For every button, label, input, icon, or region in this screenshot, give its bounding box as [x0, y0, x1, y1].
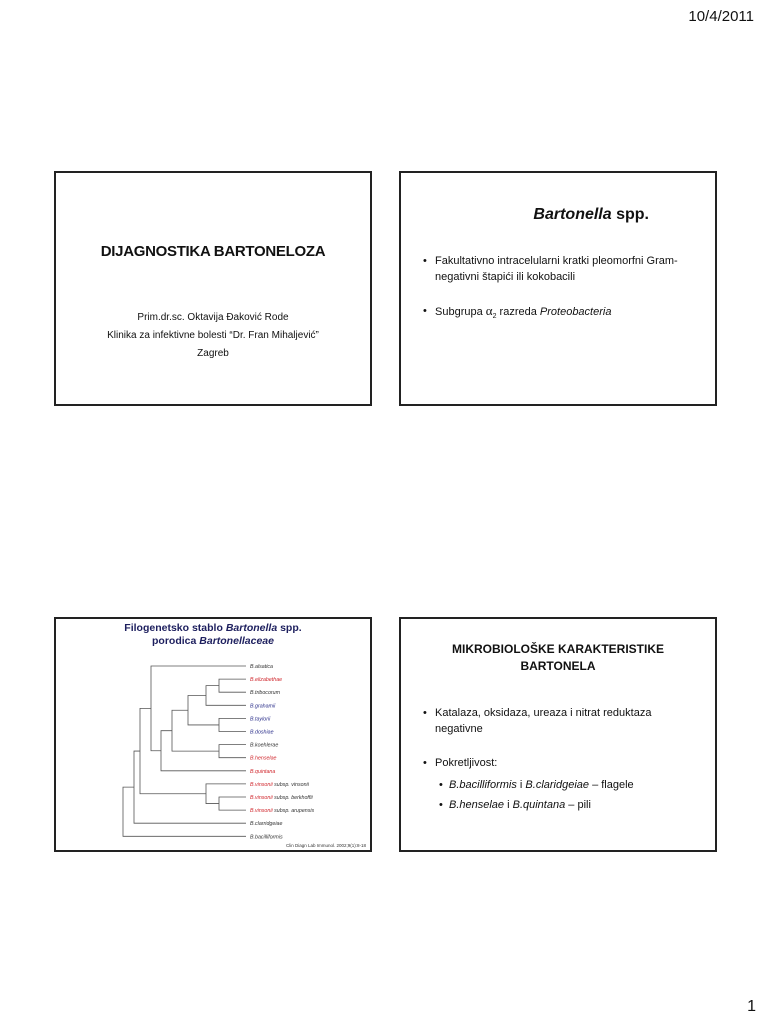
bullet-text: razreda [496, 306, 540, 318]
species-label: B.clarridgeiae [250, 821, 283, 828]
slide-heading [401, 641, 715, 675]
sub-bullet-item [423, 797, 699, 813]
tree-branch [219, 797, 246, 810]
species-label: B.henselae [250, 755, 277, 762]
bullet-text: Subgrupa [435, 306, 486, 318]
tree-branch [219, 745, 246, 758]
species-label: B.vinsonii subsp. berkhoffii [250, 795, 313, 801]
species-label: B.grahamii [250, 703, 276, 710]
slide-phylogenetic-tree [54, 617, 372, 852]
species-name: B.quintana [512, 799, 566, 811]
sub-bullet-item [423, 777, 699, 793]
title-text: Filogenetsko stablo [124, 622, 226, 634]
slide-title [54, 171, 372, 406]
text: i [516, 779, 526, 791]
slide-title-heading: DIJAGNOSTIKA BARTONELOZA [100, 243, 326, 260]
species-label: B.bacilliformis [250, 834, 283, 841]
heading-line: BARTONELA [520, 659, 596, 673]
species-label: B.vinsonii subsp. arupensis [250, 808, 315, 815]
species-name: B.claridgeiae [525, 779, 590, 791]
species-label: B.tribocorum [250, 690, 281, 697]
tree-branch [206, 784, 246, 804]
title-text: spp. [277, 622, 302, 634]
heading-rest: spp. [611, 206, 649, 223]
species-label: B.koehlerae [250, 742, 279, 749]
heading-line: MIKROBIOLOŠKE KARAKTERISTIKE [451, 642, 664, 656]
alpha-subscript: 2 [492, 313, 497, 321]
slide-title-subtitle [56, 309, 370, 363]
text: – flagele [589, 779, 634, 791]
species-label: B.alsatica [250, 664, 273, 670]
slide-bartonella [399, 171, 717, 406]
species-label: B.elizabethae [250, 677, 283, 684]
bullet-item: • Katalaza, oksidaza, ureaza i nitrat reduktaza negativne [423, 705, 699, 737]
species-label: B.doshiae [250, 729, 274, 736]
text: – pili [565, 799, 591, 811]
bullet-item: • Pokretljivost: [423, 755, 699, 771]
citation: Clin Diagn Lab Immunol. 2002;9(1):8-18 [285, 843, 366, 848]
species-label: B.vinsonii subsp. vinsonii [250, 781, 309, 788]
tree-branch [161, 731, 246, 771]
institution: Klinika za infektivne bolesti “Dr. Fran Mihaljević” [107, 330, 319, 341]
tree-branch [134, 751, 246, 823]
bullet-item [423, 303, 699, 325]
city: Zagreb [197, 348, 229, 359]
tree-branch [219, 679, 246, 692]
slide-microbiology [399, 617, 717, 852]
title-italic: Bartonellaceae [199, 635, 274, 647]
text: i [504, 799, 513, 811]
bullet-list [423, 705, 699, 817]
slide-heading [401, 206, 705, 224]
bullet-italic: Proteobacteria [539, 306, 612, 318]
phylogenetic-tree [56, 619, 370, 850]
tree-branch [188, 695, 219, 724]
print-date: 10/4/2011 [688, 8, 754, 25]
bullet-list [423, 253, 699, 343]
bullet-item: • Fakultativno intracelularni kratki pleomorfni Gram-negativni štapići ili kokobacili [423, 253, 699, 285]
tree-branch [172, 710, 219, 751]
alpha-symbol: α [485, 303, 493, 318]
title-italic: Bartonella [225, 622, 278, 634]
species-label: B.quintana [250, 768, 276, 775]
author: Prim.dr.sc. Oktavija Đaković Rode [137, 312, 289, 323]
species-name: B.henselae [449, 799, 505, 811]
species-name: B.bacilliformis [449, 779, 517, 791]
heading-italic: Bartonella [533, 206, 612, 223]
tree-branch [219, 718, 246, 731]
page-number: 1 [747, 998, 756, 1015]
tree-branch [123, 787, 246, 836]
title-text: porodica [152, 635, 200, 647]
species-label: B.taylorii [250, 716, 271, 723]
tree-branch [206, 686, 246, 706]
